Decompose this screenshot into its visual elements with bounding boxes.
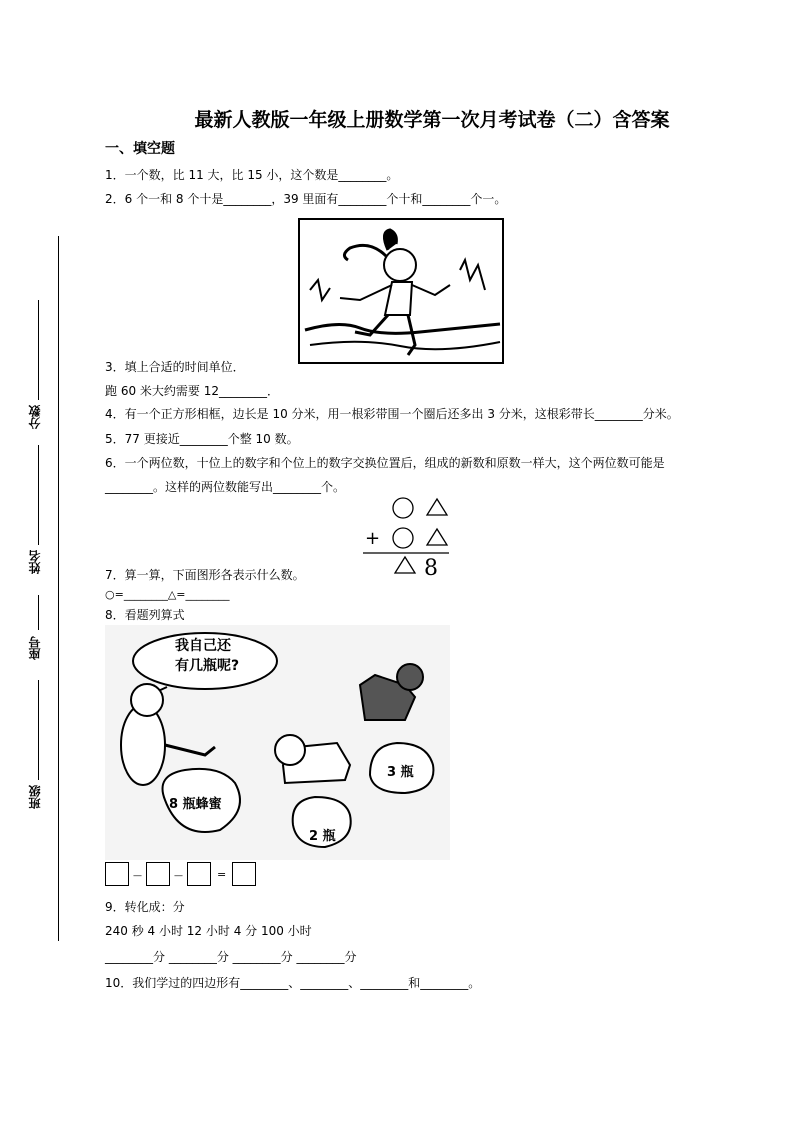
name-field-line [38,445,39,545]
girl-running-picture [298,218,504,364]
minus-sign: — [133,870,142,881]
bag-label-2: 2 瓶 [309,829,336,844]
answer-equation [105,862,256,886]
score-label: 分数 [28,405,42,429]
question-4: 4．有一个正方形相框，边长是 10 分米，用一根彩带围一个圈后还多出 3 分米，这根彩带长________分米。 [105,407,679,421]
question-6-line: ________。这样的两位数能写出________个。 [105,480,346,494]
class-field-line [38,680,39,780]
question-8: 8．看题列算式 [105,608,185,622]
section-heading: 一、填空题 [105,141,175,157]
page-title: 最新人教版一年级上册数学第一次月考试卷（二）含答案 [194,109,670,131]
bag-label-honey: 8 瓶蜂蜜 [169,797,222,812]
answer-box[interactable] [232,862,256,886]
speech-bubble-line-1: 我自己还 [175,638,231,654]
question-1: 1．一个数，比 11 大，比 15 小，这个数是________。 [105,168,399,182]
speech-bubble-line-2: 有几瓶呢? [175,658,240,674]
question-6: 6．一个两位数，十位上的数字和个位上的数字交换位置后，组成的新数和原数一样大，这个两位数可能是 [105,456,665,470]
minus-sign: — [174,870,183,881]
question-3-line: 跑 60 米大约需要 12________． [105,384,279,398]
question-9-answers: ________分 ________分 ________分 ________分 [105,950,357,964]
binding-line [58,236,59,941]
question-10: 10．我们学过的四边形有________、________、________和________。 [105,976,481,990]
question-2: 2．6 个一和 8 个十是________，39 里面有________个十和________个一。 [105,192,507,206]
bag-label-3: 3 瓶 [387,765,414,780]
class-label: 班级 [28,785,42,809]
equals-sign: = [217,867,227,881]
question-9: 9．转化成：分 [105,900,185,914]
question-7-answers: ○=________△=________ [105,588,230,601]
seat-label: 座号 [28,636,42,660]
score-field-line [38,300,39,400]
answer-box[interactable] [146,862,170,886]
plus-sign: + [365,528,381,549]
answer-box[interactable] [105,862,129,886]
result-digit: 8 [424,556,438,581]
seat-field-line [38,595,39,630]
question-7: 7．算一算，下面图形各表示什么数。 [105,568,305,582]
question-9-items: 240 秒 4 小时 12 小时 4 分 100 小时 [105,924,312,938]
question-5: 5．77 更接近________个整 10 数。 [105,432,299,446]
name-label: 姓名 [28,550,42,574]
animals-picture [105,625,450,860]
answer-box[interactable] [187,862,211,886]
question-3: 3．填上合适的时间单位． [105,360,245,374]
